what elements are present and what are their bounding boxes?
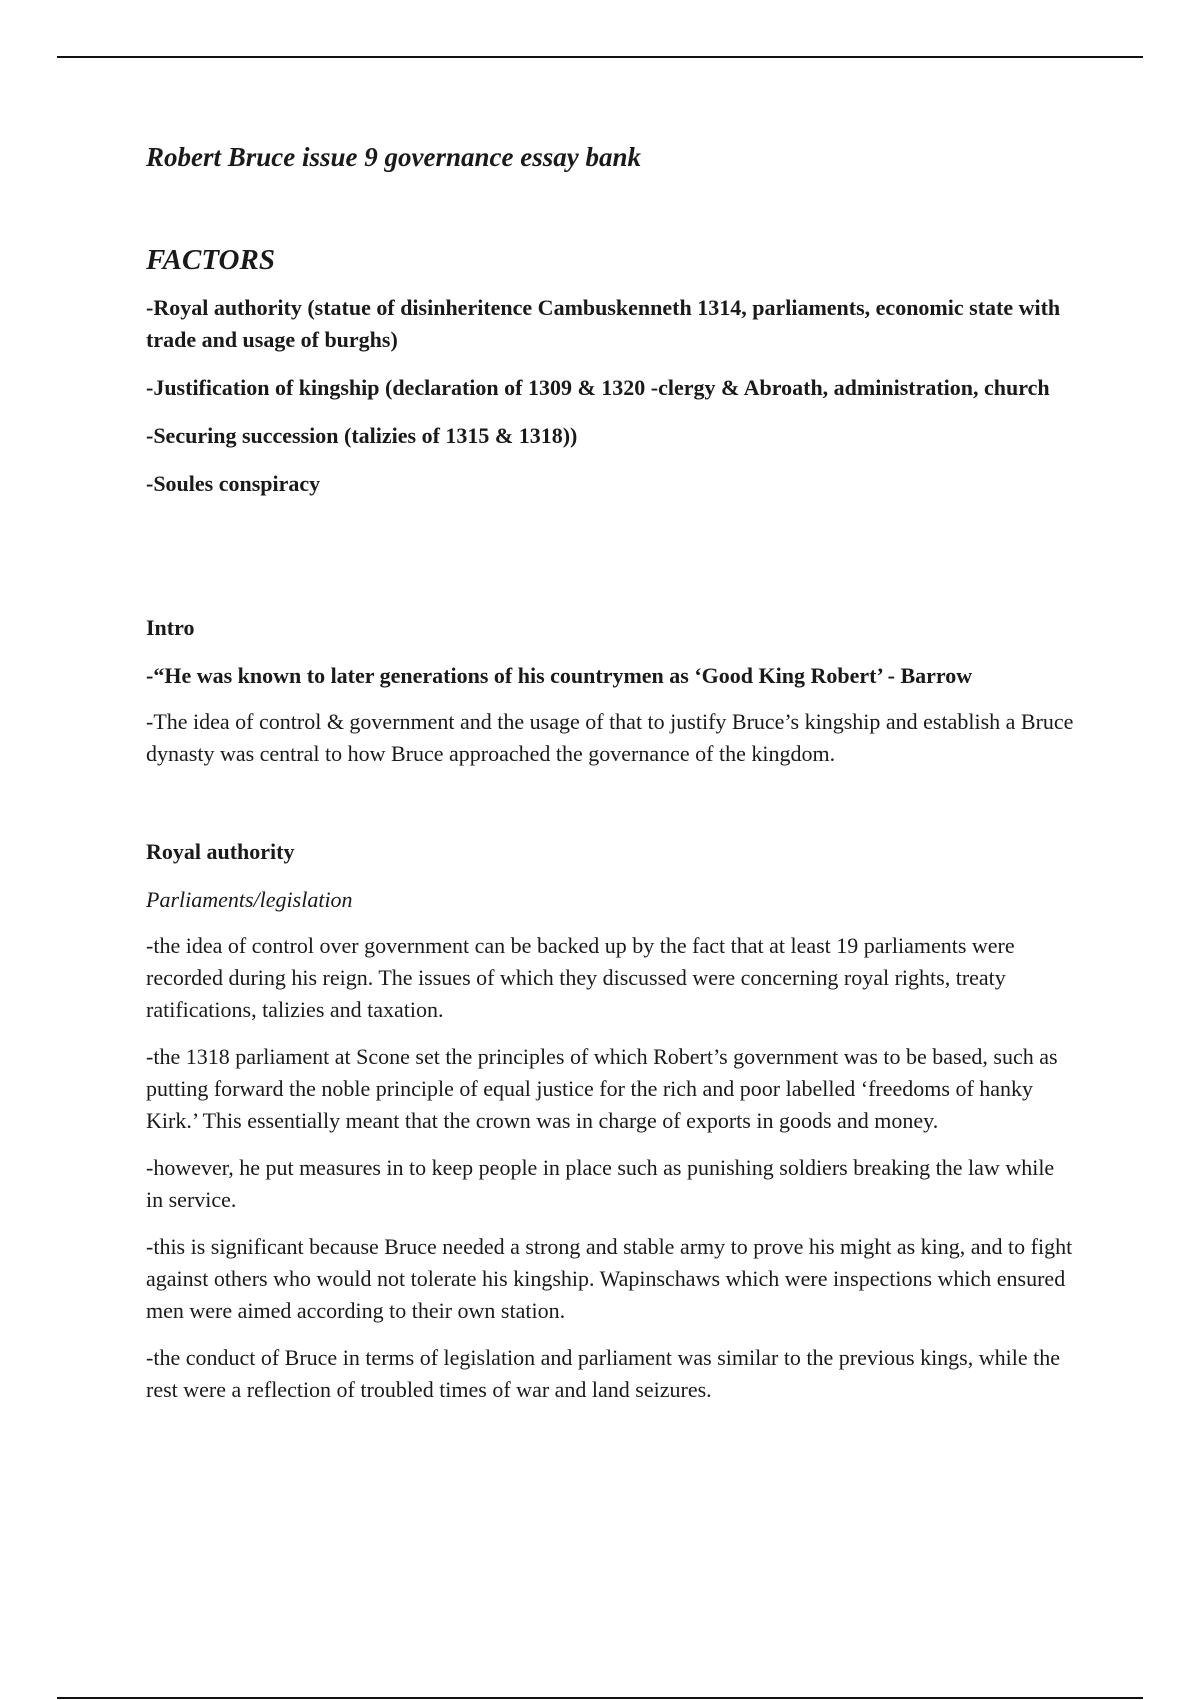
royal-authority-heading: Royal authority: [146, 838, 295, 864]
bottom-rule: [57, 1697, 1143, 1699]
body-paragraph: -the conduct of Bruce in terms of legislation and parliament was similar to the previous kings, while the rest were a reflection of troubled times of war and land seizures.: [146, 1344, 1060, 1402]
top-rule: [57, 56, 1143, 58]
document-title: Robert Bruce issue 9 governance essay bank: [146, 142, 641, 172]
intro-paragraph: -The idea of control & government and the usage of that to justify Bruce’s kingship and establish a Bruce dynasty was central to how Bruce approached the governance of the kingdom.: [146, 708, 1074, 766]
body-paragraph: -however, he put measures in to keep people in place such as punishing soldiers breaking the law while in service.: [146, 1154, 1055, 1212]
body-paragraph: -the 1318 parliament at Scone set the principles of which Robert’s government was to be based, such as putting forward the noble principle of equal justice for the rich and poor labelled ‘freedoms of hanky Kirk.’ This essentially meant that the crown was in charge of exports in goods and money.: [146, 1043, 1058, 1133]
intro-heading: Intro: [146, 614, 195, 640]
factor-item: -Soules conspiracy: [146, 470, 321, 496]
body-paragraph: -this is significant because Bruce needed a strong and stable army to prove his might as king, and to fight against others who would not tolerate his kingship. Wapinschaws which were inspections which ensured men were aimed according to their own station.: [146, 1233, 1073, 1323]
document-body: [146, 140, 1076, 1421]
body-paragraph: -the idea of control over government can be backed up by the fact that at least 19 parliaments were recorded during his reign. The issues of which they discussed were concerning royal rights, treaty ratifications, talizies and taxation.: [146, 932, 1015, 1022]
factor-item: -Royal authority (statue of disinheritence Cambuskenneth 1314, parliaments, economic state with trade and usage of burghs): [146, 294, 1061, 352]
intro-quote: -“He was known to later generations of his countrymen as ‘Good King Robert’ - Barrow: [146, 662, 973, 688]
factor-item: -Justification of kingship (declaration of 1309 & 1320 -clergy & Abroath, administration, church: [146, 374, 1050, 400]
parliaments-subheading: Parliaments/legislation: [146, 886, 353, 912]
factor-item: -Securing succession (talizies of 1315 & 1318)): [146, 422, 578, 448]
factors-heading: FACTORS: [146, 244, 275, 277]
